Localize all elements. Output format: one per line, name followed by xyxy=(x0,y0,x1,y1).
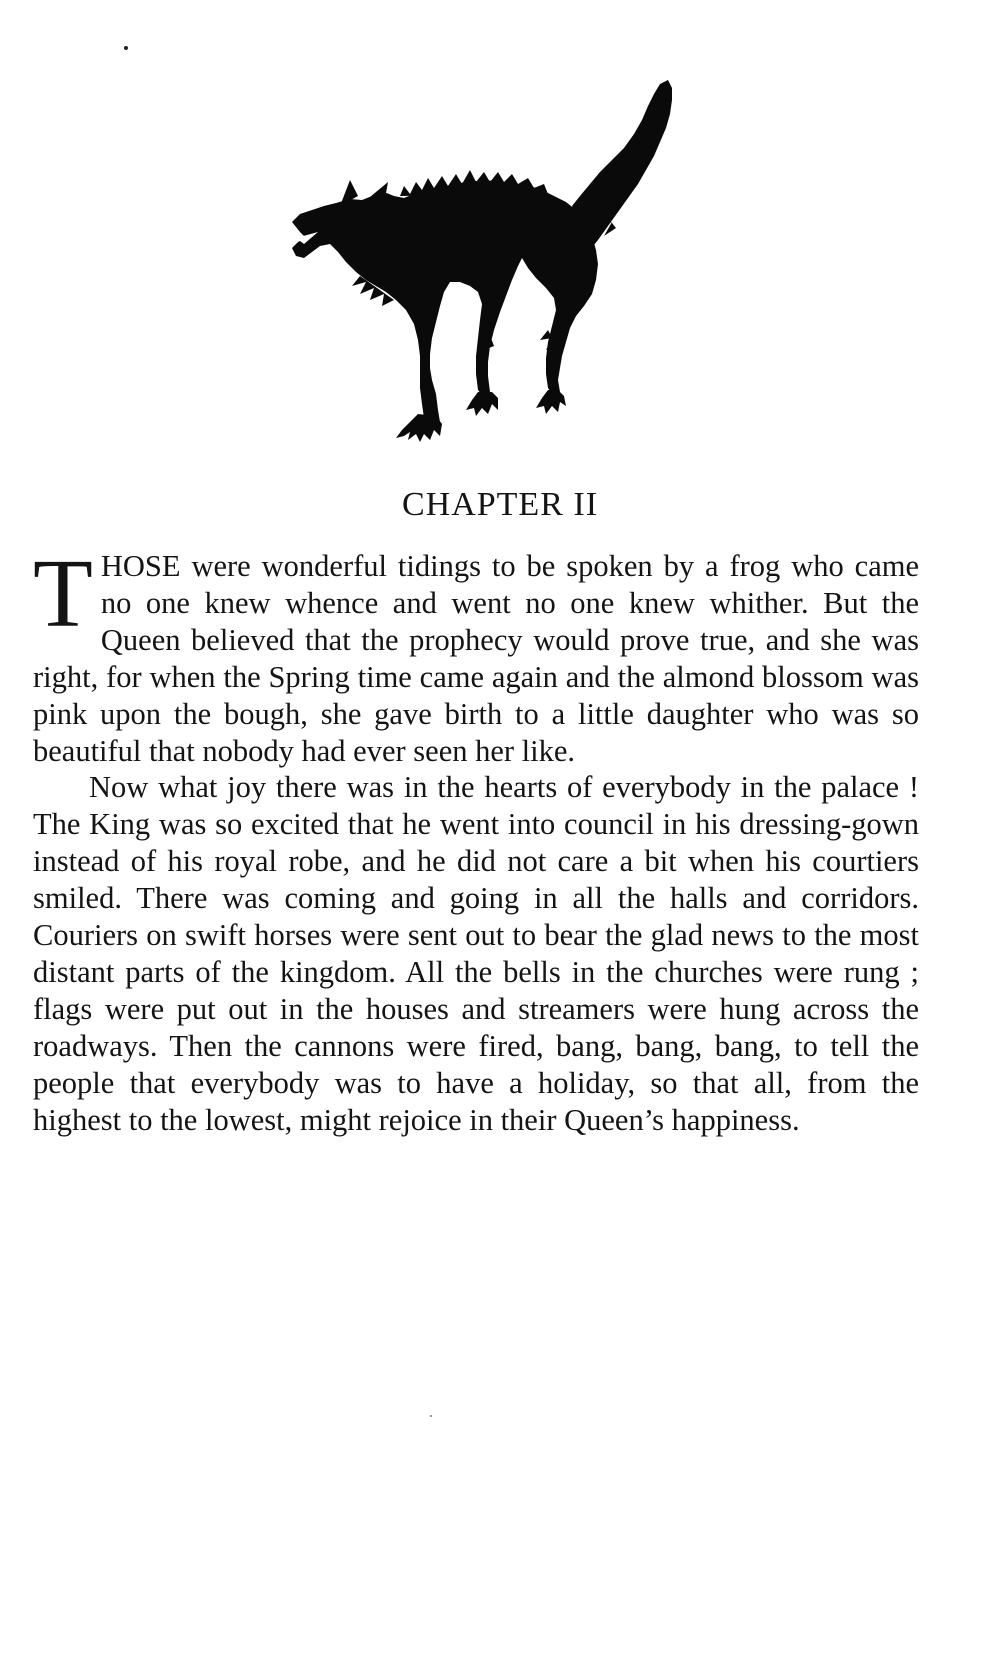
paragraph-1 xyxy=(33,540,919,769)
ink-speck xyxy=(124,46,128,50)
cat-tail xyxy=(572,80,672,250)
cat-silhouette-icon xyxy=(280,78,680,478)
cat-paw xyxy=(466,392,498,416)
ink-speck xyxy=(430,1415,432,1417)
cat-paw xyxy=(536,390,566,414)
paragraph-text: Now what joy there was in the hearts of everybody in the palace ! The King was so excited that he went into council in his dressing-gown instead of his royal robe, and he did not care a bit when his courtiers smiled. There was coming and going in all the halls and corridors. Couriers on swift horses were sent out to bear the glad news to the most distant parts of the kingdom. All the bells in the churches were rung ; flags were put out in the houses and streamers were hung across the roadways. Then the cannons were fired, bang, bang, bang, to tell the people that everybody was to have a holiday, so that all, from the highest to the lowest, might rejoice in their Queen’s happiness. xyxy=(33,770,919,1137)
chapter-text xyxy=(33,540,919,1139)
cat-paw xyxy=(396,414,442,442)
paragraph-text: HOSE were wonderful tidings to be spoken by a frog who came no one knew whence and went no one knew whither. But the Queen believed that the prophecy would prove true, and she was right, for when the Spring time came again and the almond blossom was pink upon the bough, she gave birth to a little daughter who was so beautiful that nobody had ever seen her like. xyxy=(33,549,919,768)
chapter-heading: CHAPTER II xyxy=(401,486,599,523)
cat-ear xyxy=(364,182,388,204)
cat-body xyxy=(292,180,598,426)
drop-cap: T xyxy=(33,540,93,648)
paragraph-2 xyxy=(33,769,919,1138)
